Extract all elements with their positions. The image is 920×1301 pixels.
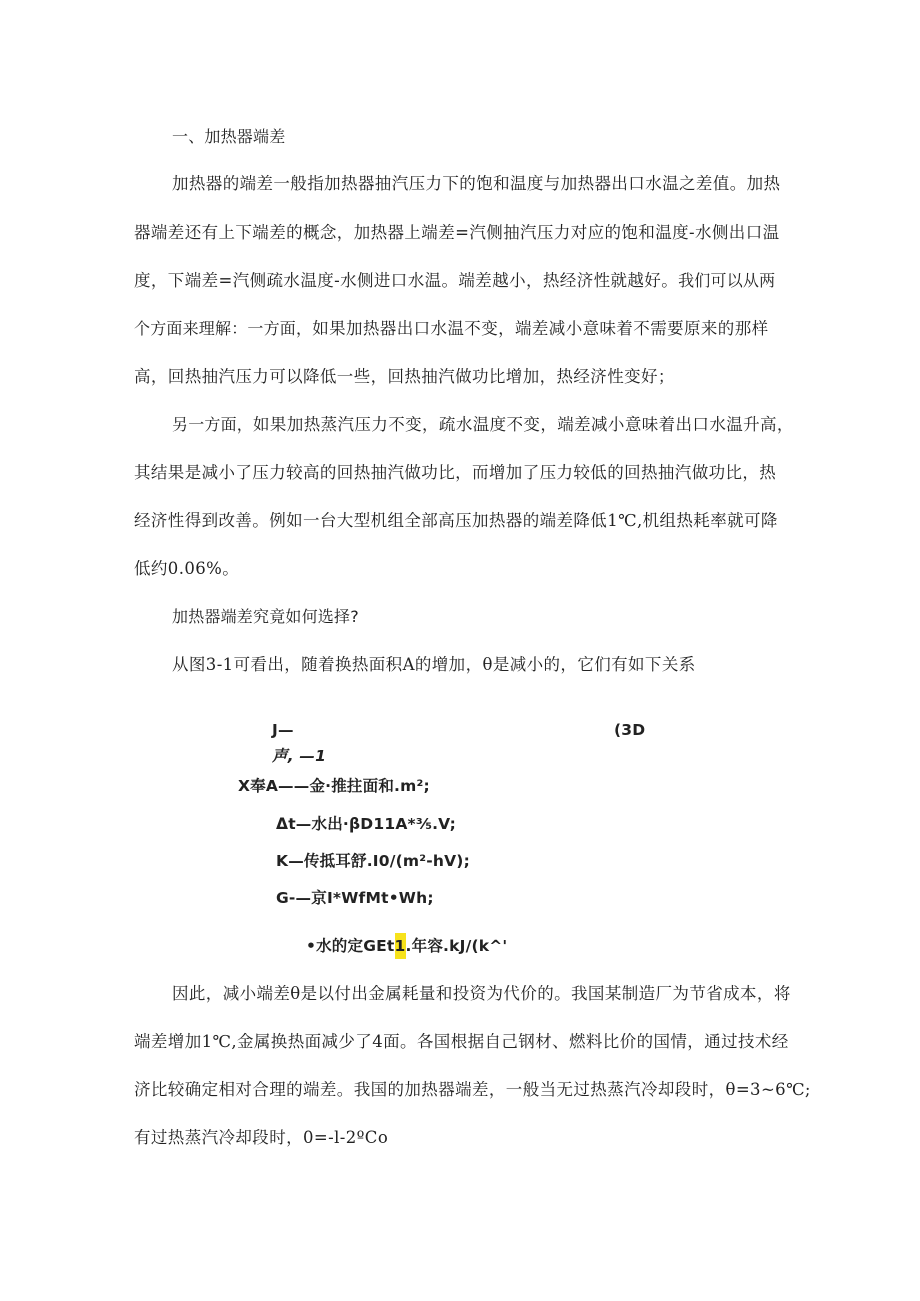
formula-line: J— bbox=[272, 721, 294, 739]
highlighted-text: 1 bbox=[395, 933, 406, 959]
paragraph-line bbox=[134, 270, 775, 293]
paragraph-line: 高，回热抽汽压力可以降低一些，回热抽汽做功比增加，热经济性变好； bbox=[134, 367, 675, 386]
question-line: 加热器端差究竟如何选择? bbox=[172, 607, 359, 626]
text-run: 如果加热器出口水温不变，端差减小意味着不需要原来的那样 bbox=[312, 319, 769, 338]
text-run: .年容.kJ/(k^' bbox=[405, 937, 508, 955]
paragraph-line: 加热器的端差一般指加热器抽汽压力下的饱和温度与加热器出口水温之差值。加热 bbox=[172, 174, 781, 193]
paragraph-line: 济比较确定相对合理的端差。我国的加热器端差，一般当无过热蒸汽冷却段时，θ=3~6℃; bbox=[134, 1080, 811, 1099]
text-run: •水的定GEt bbox=[306, 937, 395, 955]
text-run: 另一方面， bbox=[172, 415, 254, 434]
definition-item bbox=[306, 933, 507, 959]
paragraph-line: 端差增加1℃,金属换热面减少了4面。各国根据自己钢材、燃料比价的国情，通过技术经 bbox=[134, 1032, 789, 1051]
paragraph-line: 有过热蒸汽冷却段时，0=-l-2ºCo bbox=[134, 1128, 389, 1147]
section-heading: 一、加热器端差 bbox=[172, 127, 286, 146]
text-run: 我们可以从两 bbox=[678, 271, 776, 290]
paragraph-line: 其结果是减小了压力较高的回热抽汽做功比，而增加了压力较低的回热抽汽做功比，热 bbox=[134, 463, 777, 482]
paragraph-3: 从图3-1可看出，随着换热面积A的增加，θ是减小的，它们有如下关系 bbox=[172, 655, 696, 674]
formula-line: 声, —1 bbox=[272, 747, 327, 765]
definition-item: Δt—水出·βD11A*⅗.V; bbox=[276, 815, 457, 833]
definition-item: G-—京I*WfMt•Wh; bbox=[276, 889, 434, 907]
definition-item: X奉A——金·推拄面和.m²; bbox=[238, 777, 430, 795]
paragraph-line bbox=[172, 414, 794, 437]
text-run: 如果加热蒸汽压力不变，疏水温度不变，端差减小意味着出口水温升高， bbox=[253, 415, 794, 434]
paragraph-line: 低约0.06%。 bbox=[134, 559, 240, 578]
paragraph-line bbox=[134, 318, 769, 341]
paragraph-line: 经济性得到改善。例如一台大型机组全部高压加热器的端差降低1℃,机组热耗率就可降 bbox=[134, 511, 778, 530]
text-run: 度，下端差=汽侧疏水温度-水侧进口水温。端差越小，热经济性就越好。 bbox=[134, 271, 679, 290]
paragraph-line: 因此，减小端差θ是以付出金属耗量和投资为代价的。我国某制造厂为节省成本，将 bbox=[172, 984, 791, 1003]
equation-number: (3D bbox=[614, 721, 646, 739]
text-run: 个方面来理解：一方面， bbox=[134, 319, 313, 338]
definition-item: K—传抵耳舒.I0/(m²-hV); bbox=[276, 852, 470, 870]
paragraph-line: 器端差还有上下端差的概念，加热器上端差=汽侧抽汽压力对应的饱和温度-水侧出口温 bbox=[134, 223, 780, 242]
